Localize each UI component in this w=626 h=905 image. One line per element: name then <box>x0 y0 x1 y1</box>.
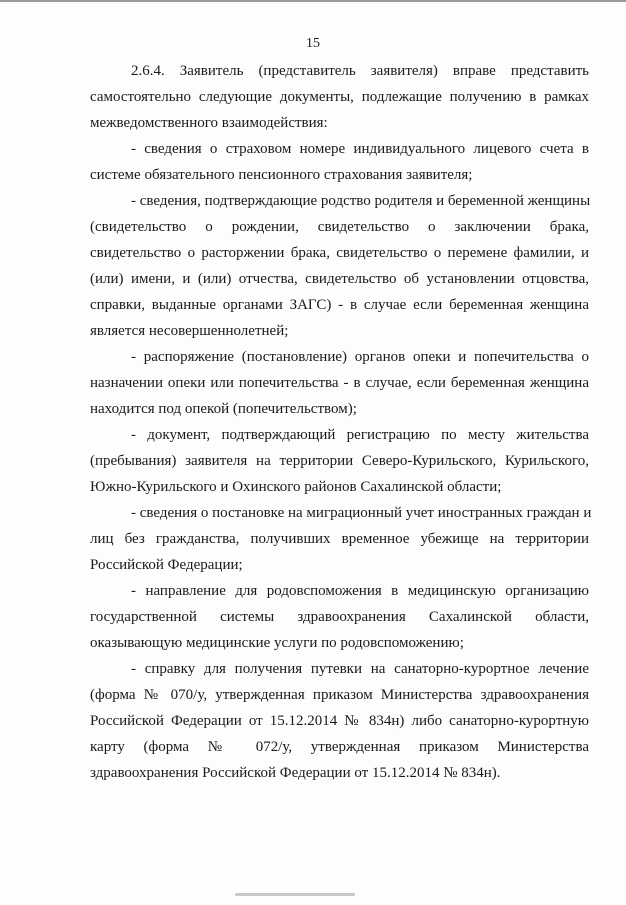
text-line: является несовершеннолетней; <box>90 323 289 339</box>
text-line: лиц без гражданства, получивших временное убежище на территории <box>90 531 589 547</box>
text-line: оказывающую медицинские услуги по родовспоможению; <box>90 635 464 651</box>
text-line: карту (форма № 072/у, утвержденная приказом Министерства <box>90 739 589 755</box>
text-line: Российской Федерации от 15.12.2014 № 834н) либо санаторно-курортную <box>90 713 589 729</box>
text-line: (или) имени, и (или) отчества, свидетельство об установлении отцовства, <box>90 271 589 287</box>
text-line: - справку для получения путевки на санаторно-курортное лечение <box>131 661 589 677</box>
text-line: системе обязательного пенсионного страхования заявителя; <box>90 167 473 183</box>
text-line: свидетельство о расторжении брака, свидетельство о перемене фамилии, и <box>90 245 589 261</box>
text-line: - документ, подтверждающий регистрацию по месту жительства <box>131 427 589 443</box>
page-number: 15 <box>306 36 320 51</box>
text-line: справки, выданные органами ЗАГС) - в случае если беременная женщина <box>90 297 589 313</box>
text-line: Российской Федерации; <box>90 557 243 573</box>
text-line: (пребывания) заявителя на территории Северо-Курильского, Курильского, <box>90 453 589 469</box>
text-line: назначении опеки или попечительства - в случае, если беременная женщина <box>90 375 589 391</box>
text-line: - сведения, подтверждающие родство родителя и беременной женщины <box>131 193 591 209</box>
text-line: - направление для родовспоможения в медицинскую организацию <box>131 583 589 599</box>
text-line: Южно-Курильского и Охинского районов Сахалинской области; <box>90 479 502 495</box>
text-line: (свидетельство о рождении, свидетельство о заключении брака, <box>90 219 589 235</box>
text-line: межведомственного взаимодействия: <box>90 115 328 131</box>
text-line: - сведения о постановке на миграционный учет иностранных граждан и <box>131 505 592 521</box>
text-line: - распоряжение (постановление) органов опеки и попечительства о <box>131 349 589 365</box>
text-line: (форма № 070/у, утвержденная приказом Министерства здравоохранения <box>90 687 589 703</box>
text-line: самостоятельно следующие документы, подлежащие получению в рамках <box>90 89 589 105</box>
top-edge-line <box>0 0 626 2</box>
text-line: государственной системы здравоохранения Сахалинской области, <box>90 609 589 625</box>
text-line: находится под опекой (попечительством); <box>90 401 357 417</box>
text-line: - сведения о страховом номере индивидуального лицевого счета в <box>131 141 589 157</box>
scan-artifact <box>235 893 355 896</box>
text-line: здравоохранения Российской Федерации от 15.12.2014 № 834н). <box>90 765 501 781</box>
text-line: 2.6.4. Заявитель (представитель заявителя) вправе представить <box>131 63 589 79</box>
